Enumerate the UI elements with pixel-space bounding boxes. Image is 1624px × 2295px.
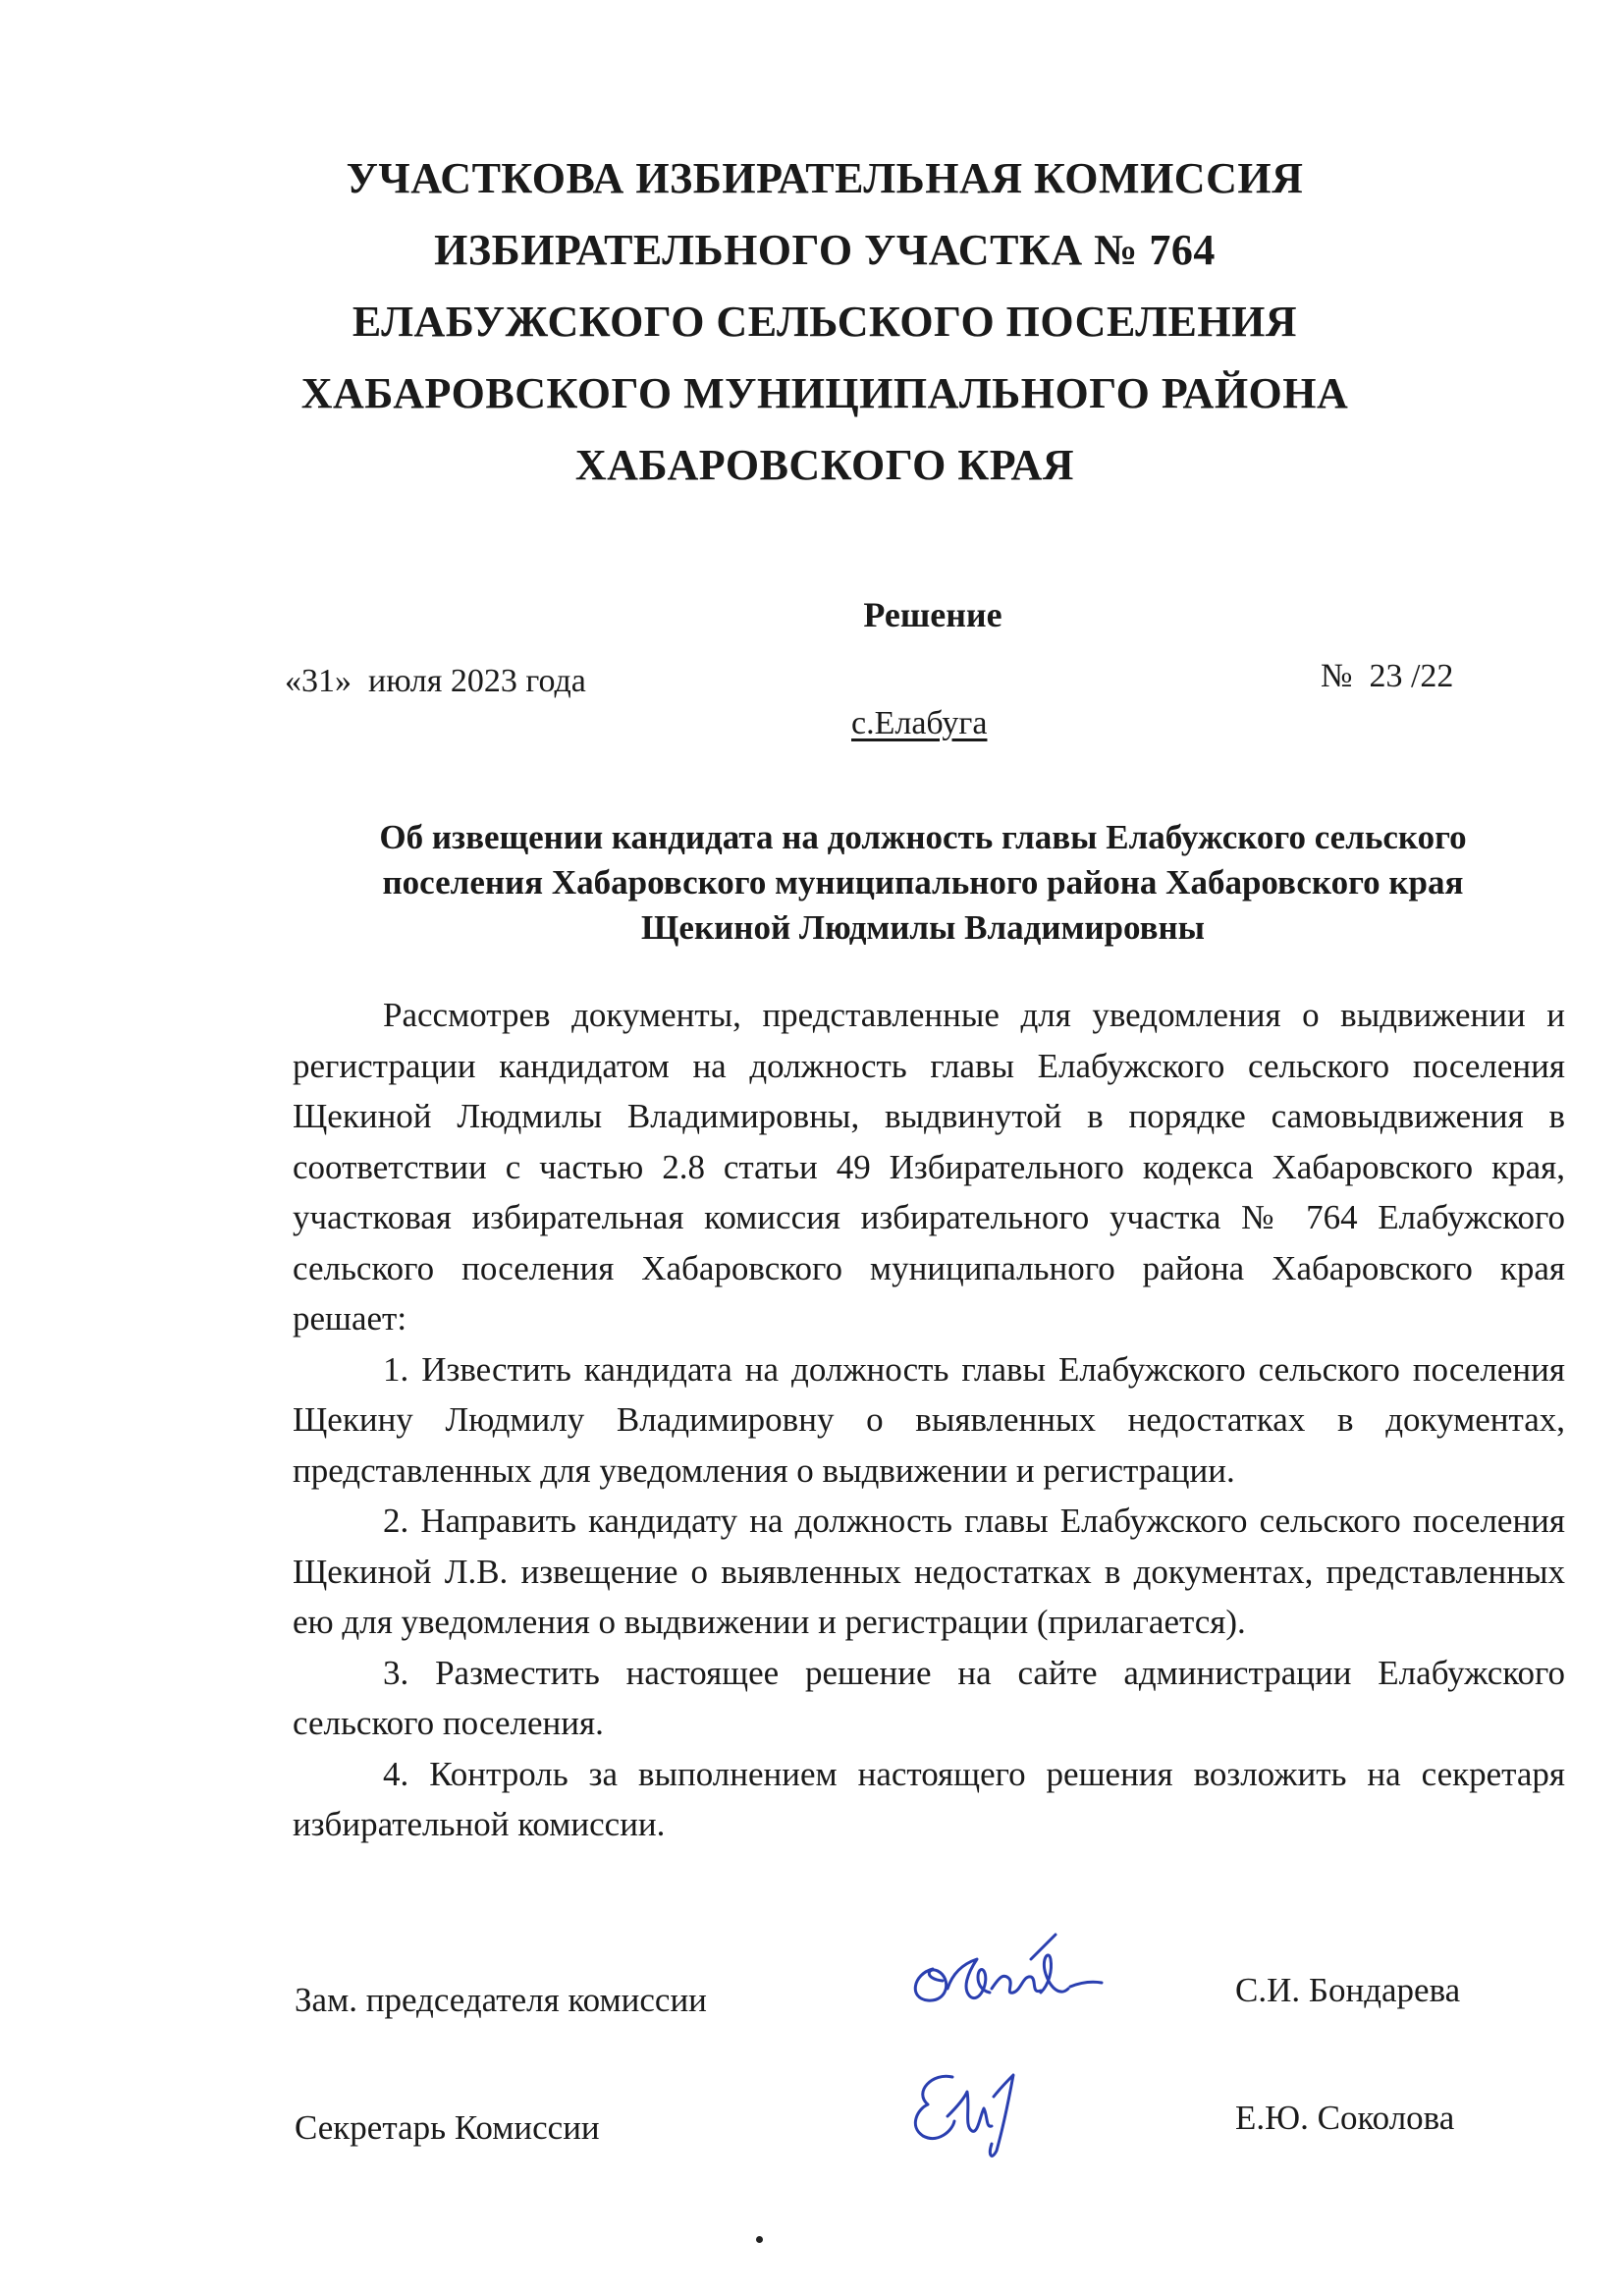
subject-line: поселения Хабаровского муниципального района Хабаровского края <box>382 863 1464 902</box>
subject-line: Щекиной Людмилы Владимировны <box>641 908 1205 947</box>
signature-row-secretary <box>295 2048 1512 2165</box>
decision-date: «31» июля 2023 года <box>285 663 586 699</box>
signature-row-deputy-chair <box>295 1920 1512 2038</box>
header-line: ХАБАРОВСКОГО КРАЯ <box>574 441 1075 489</box>
header-line: ХАБАРОВСКОГО МУНИЦИПАЛЬНОГО РАЙОНА <box>300 369 1349 417</box>
header-line: ЕЛАБУЖСКОГО СЕЛЬСКОГО ПОСЕЛЕНИЯ <box>352 298 1298 346</box>
commission-header <box>295 142 1355 501</box>
signatory-role: Секретарь Комиссии <box>295 2108 600 2147</box>
signatory-name: С.И. Бондарева <box>1235 1971 1461 2009</box>
header-line: УЧАСТКОВА ИЗБИРАТЕЛЬНАЯ КОМИССИЯ <box>346 154 1304 202</box>
body-item: 3. Разместить настоящее решение на сайте администрации Елабужского сельского поселения. <box>293 1653 1565 1742</box>
signatory-role: Зам. председателя комиссии <box>295 1981 707 2019</box>
decision-number: № 23 /22 <box>1321 658 1454 694</box>
header-line: ИЗБИРАТЕЛЬНОГО УЧАСТКА № 764 <box>434 226 1216 274</box>
subject-line: Об извещении кандидата на должность главы Елабужского сельского <box>379 818 1467 856</box>
decision-body <box>293 990 1565 1850</box>
decision-subject <box>295 815 1551 951</box>
handwritten-signature-icon <box>893 2048 1119 2165</box>
body-item: 4. Контроль за выполнением настоящего решения возложить на секретаря избирательной комиссии. <box>293 1754 1565 1843</box>
body-item: 2. Направить кандидату на должность главы Елабужского сельского поселения Щекиной Л.В. извещение о выявленных недостатках в документах, представленных ею для уведомления о выдвижении и регистрации (прилагается). <box>293 1502 1565 1641</box>
handwritten-signature-icon <box>893 1920 1119 2028</box>
body-intro: Рассмотрев документы, представленные для уведомления о выдвижении и регистрации кандидатом на должность главы Елабужского сельского поселения Щекиной Людмилы Владимировны, выдвинутой в порядке самовыдвижения в соответствии с частью 2.8 статьи 49 Избирательного кодекса Хабаровского края, участковая избирательная комиссия избирательного участка № 764 Елабужского сельского поселения Хабаровского муниципального района Хабаровского края решает: <box>293 996 1565 1338</box>
scan-artifact-dot <box>756 2236 763 2243</box>
signatory-name: Е.Ю. Соколова <box>1235 2099 1455 2137</box>
body-item: 1. Известить кандидата на должность главы Елабужского сельского поселения Щекину Людмилу Владимировну о выявленных недостатках в документах, представленных для уведомления о выдвижении и регистрации. <box>293 1349 1565 1490</box>
decision-title: Решение <box>863 595 1002 634</box>
decision-place: с.Елабуга <box>851 705 988 741</box>
